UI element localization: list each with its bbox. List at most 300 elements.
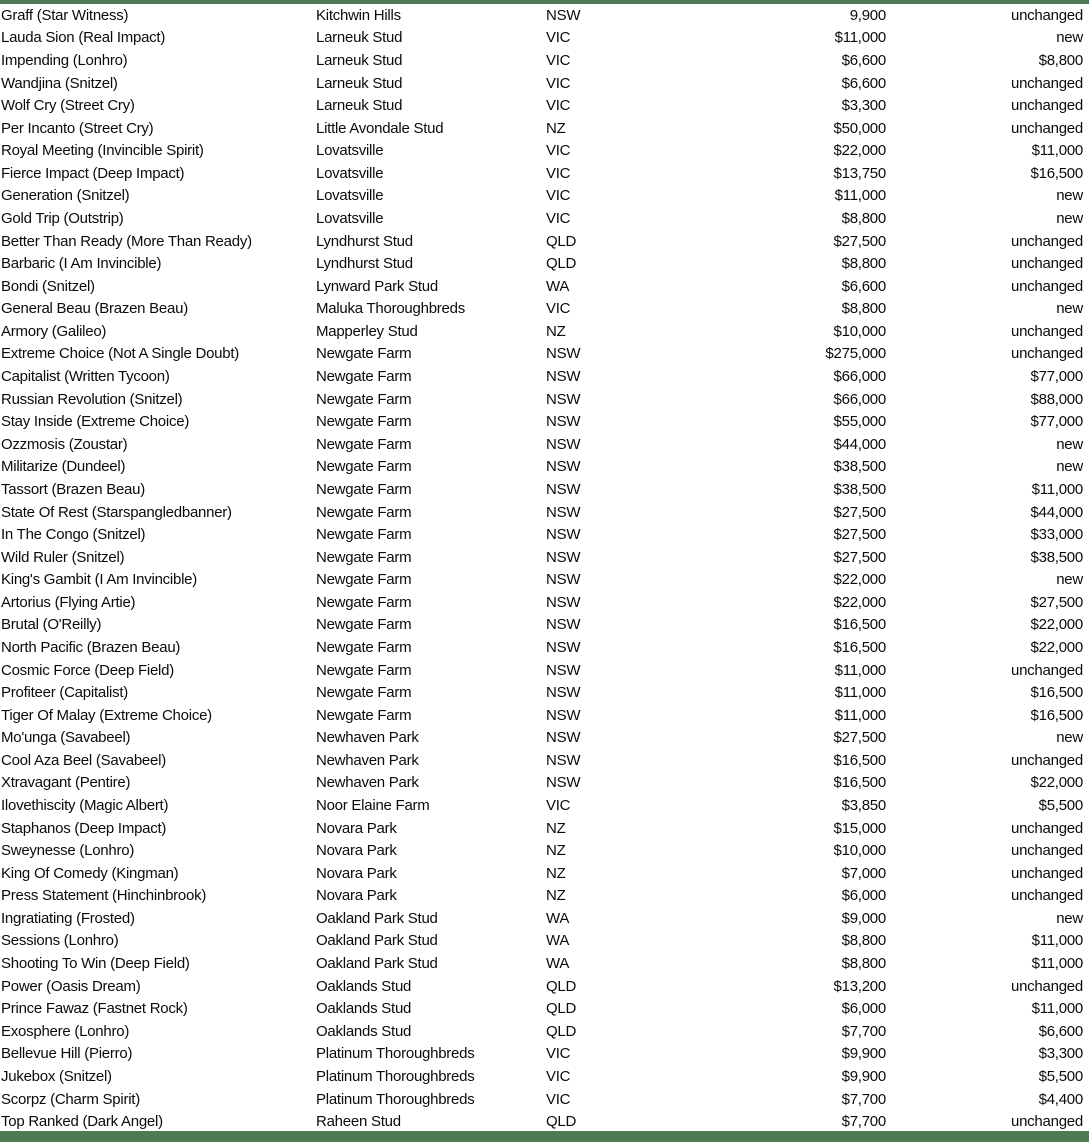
service-fee-value: $27,500 xyxy=(833,549,886,565)
stud-farm-name: Lovatsville xyxy=(316,165,384,181)
stallion-name: Wild Ruler (Snitzel) xyxy=(1,549,125,565)
stallion-name: Militarize (Dundeel) xyxy=(1,459,126,475)
fee-change-value: $88,000 xyxy=(1030,391,1083,407)
fee-change-value: $22,000 xyxy=(1030,639,1083,655)
stallion-name: North Pacific (Brazen Beau) xyxy=(1,639,181,655)
stud-farm-name: Larneuk Stud xyxy=(316,30,403,46)
stud-farm-name: Lovatsville xyxy=(316,143,384,159)
table-row xyxy=(0,410,1089,433)
stallion-name: Stay Inside (Extreme Choice) xyxy=(1,414,190,430)
fee-change-value: $11,000 xyxy=(1031,481,1083,497)
service-fee-value: $13,200 xyxy=(833,978,886,994)
table-row xyxy=(0,72,1089,95)
stud-farm-name: Mapperley Stud xyxy=(316,323,418,339)
service-fee-value: $9,000 xyxy=(841,910,886,926)
service-fee-value: $10,000 xyxy=(833,843,886,859)
stallion-name: Armory (Galileo) xyxy=(1,323,107,339)
state-label: NSW xyxy=(546,617,581,633)
table-row xyxy=(0,749,1089,772)
state-label: QLD xyxy=(546,1114,577,1130)
stallion-name: General Beau (Brazen Beau) xyxy=(1,301,188,317)
table-row xyxy=(0,252,1089,275)
fee-change-value: unchanged xyxy=(1011,256,1083,272)
fee-change-value: $11,000 xyxy=(1031,143,1083,159)
fee-change-value: $22,000 xyxy=(1030,617,1083,633)
state-label: WA xyxy=(546,278,570,294)
state-label: VIC xyxy=(546,143,571,159)
state-label: QLD xyxy=(546,1001,577,1017)
state-label: NSW xyxy=(546,639,581,655)
service-fee-value: $6,600 xyxy=(841,52,886,68)
state-label: NZ xyxy=(546,120,566,136)
state-label: NSW xyxy=(546,369,581,385)
stallion-name: Jukebox (Snitzel) xyxy=(1,1068,112,1084)
stud-farm-name: Oaklands Stud xyxy=(316,1001,412,1017)
fee-change-value: unchanged xyxy=(1011,233,1083,249)
stud-farm-name: Newgate Farm xyxy=(316,549,412,565)
fee-change-value: $77,000 xyxy=(1030,414,1083,430)
service-fee-value: $8,800 xyxy=(841,210,886,226)
table-row xyxy=(0,365,1089,388)
stud-farm-name: Newgate Farm xyxy=(316,391,412,407)
stud-farm-name: Kitchwin Hills xyxy=(316,7,401,23)
table-row xyxy=(0,523,1089,546)
fee-change-value: unchanged xyxy=(1011,820,1083,836)
state-label: NSW xyxy=(546,346,581,362)
table-row xyxy=(0,94,1089,117)
fee-change-value: $27,500 xyxy=(1030,594,1083,610)
fee-change-value: unchanged xyxy=(1011,888,1083,904)
stallion-name: Profiteer (Capitalist) xyxy=(1,685,129,701)
stallion-name: Capitalist (Written Tycoon) xyxy=(1,369,170,385)
service-fee-value: $10,000 xyxy=(833,323,886,339)
fee-change-value: $22,000 xyxy=(1030,775,1083,791)
stud-farm-name: Newgate Farm xyxy=(316,685,412,701)
state-label: NSW xyxy=(546,572,581,588)
service-fee-value: $8,800 xyxy=(841,956,886,972)
fee-change-value: unchanged xyxy=(1011,752,1083,768)
stud-farm-name: Platinum Thoroughbreds xyxy=(316,1068,475,1084)
table-row xyxy=(0,4,1089,27)
service-fee-value: $16,500 xyxy=(833,752,886,768)
fee-change-value: unchanged xyxy=(1011,120,1083,136)
service-fee-value: $55,000 xyxy=(833,414,886,430)
fee-change-value: unchanged xyxy=(1011,843,1083,859)
table-row xyxy=(0,817,1089,840)
state-label: VIC xyxy=(546,188,571,204)
table-row xyxy=(0,433,1089,456)
state-label: NSW xyxy=(546,775,581,791)
service-fee-value: $9,900 xyxy=(841,1068,886,1084)
stallion-name: Power (Oasis Dream) xyxy=(1,978,141,994)
stallion-name: Barbaric (I Am Invincible) xyxy=(1,256,162,272)
table-row xyxy=(0,1043,1089,1066)
service-fee-value: $66,000 xyxy=(833,391,886,407)
stallion-name: Sweynesse (Lonhro) xyxy=(1,843,135,859)
fee-change-value: $4,400 xyxy=(1038,1091,1083,1107)
stud-farm-name: Lyndhurst Stud xyxy=(316,256,413,272)
service-fee-value: $50,000 xyxy=(833,120,886,136)
stud-farm-name: Little Avondale Stud xyxy=(316,120,444,136)
stud-farm-name: Newhaven Park xyxy=(316,730,419,746)
stud-farm-name: Larneuk Stud xyxy=(316,52,403,68)
service-fee-value: $6,600 xyxy=(841,278,886,294)
stud-farm-name: Platinum Thoroughbreds xyxy=(316,1046,475,1062)
stallion-name: King's Gambit (I Am Invincible) xyxy=(1,572,198,588)
stallion-name: Scorpz (Charm Spirit) xyxy=(1,1091,140,1107)
stallion-name: Wandjina (Snitzel) xyxy=(1,75,118,91)
fee-change-value: unchanged xyxy=(1011,346,1083,362)
state-label: VIC xyxy=(546,301,571,317)
service-fee-value: $44,000 xyxy=(833,436,886,452)
fee-change-value: unchanged xyxy=(1011,7,1083,23)
state-label: QLD xyxy=(546,233,577,249)
stud-farm-name: Oakland Park Stud xyxy=(316,933,438,949)
fee-change-value: unchanged xyxy=(1011,978,1083,994)
table-row xyxy=(0,704,1089,727)
table-row xyxy=(0,230,1089,253)
fee-change-value: new xyxy=(1056,188,1083,204)
fee-change-value: $6,600 xyxy=(1038,1023,1083,1039)
stud-farm-name: Oakland Park Stud xyxy=(316,956,438,972)
table-row xyxy=(0,839,1089,862)
table-row xyxy=(0,1088,1089,1111)
bottom-divider-bar xyxy=(0,1131,1089,1142)
stud-farm-name: Newgate Farm xyxy=(316,346,412,362)
stallion-name: Ozzmosis (Zoustar) xyxy=(1,436,128,452)
stallion-name: Prince Fawaz (Fastnet Rock) xyxy=(1,1001,188,1017)
state-label: VIC xyxy=(546,210,571,226)
service-fee-value: $16,500 xyxy=(833,617,886,633)
stud-farm-name: Oakland Park Stud xyxy=(316,910,438,926)
fee-change-value: $11,000 xyxy=(1031,933,1083,949)
state-label: VIC xyxy=(546,798,571,814)
state-label: NZ xyxy=(546,843,566,859)
fee-change-value: new xyxy=(1056,30,1083,46)
stallion-name: Cosmic Force (Deep Field) xyxy=(1,662,174,678)
stallion-name: Top Ranked (Dark Angel) xyxy=(1,1114,163,1130)
stud-farm-name: Larneuk Stud xyxy=(316,98,403,114)
service-fee-value: $11,000 xyxy=(834,685,886,701)
table-row xyxy=(0,185,1089,208)
stud-farm-name: Novara Park xyxy=(316,865,397,881)
stud-farm-name: Novara Park xyxy=(316,888,397,904)
service-fee-value: $275,000 xyxy=(825,346,886,362)
service-fee-value: $6,600 xyxy=(841,75,886,91)
stallion-name: Wolf Cry (Street Cry) xyxy=(1,98,135,114)
stallion-name: Royal Meeting (Invincible Spirit) xyxy=(1,143,204,159)
stud-farm-name: Newgate Farm xyxy=(316,459,412,475)
stallion-name: In The Congo (Snitzel) xyxy=(1,527,146,543)
stud-farm-name: Platinum Thoroughbreds xyxy=(316,1091,475,1107)
state-label: NSW xyxy=(546,414,581,430)
state-label: NSW xyxy=(546,391,581,407)
service-fee-value: $7,700 xyxy=(841,1023,886,1039)
stallion-name: Cool Aza Beel (Savabeel) xyxy=(1,752,166,768)
service-fee-value: $11,000 xyxy=(834,662,886,678)
service-fee-value: $27,500 xyxy=(833,527,886,543)
state-label: NSW xyxy=(546,481,581,497)
fee-change-value: unchanged xyxy=(1011,323,1083,339)
table-row xyxy=(0,275,1089,298)
state-label: QLD xyxy=(546,256,577,272)
fee-change-value: $77,000 xyxy=(1030,369,1083,385)
fee-change-value: new xyxy=(1056,436,1083,452)
state-label: VIC xyxy=(546,1046,571,1062)
stallion-name: Fierce Impact (Deep Impact) xyxy=(1,165,185,181)
state-label: NSW xyxy=(546,7,581,23)
stallion-name: Tassort (Brazen Beau) xyxy=(1,481,145,497)
fee-change-value: $38,500 xyxy=(1030,549,1083,565)
table-row xyxy=(0,885,1089,908)
stud-farm-name: Newgate Farm xyxy=(316,594,412,610)
stallion-name: King Of Comedy (Kingman) xyxy=(1,865,179,881)
table-row xyxy=(0,117,1089,140)
table-row xyxy=(0,343,1089,366)
state-label: NSW xyxy=(546,730,581,746)
stud-farm-name: Lovatsville xyxy=(316,210,384,226)
stud-farm-name: Newgate Farm xyxy=(316,414,412,430)
state-label: WA xyxy=(546,956,570,972)
fee-change-value: unchanged xyxy=(1011,278,1083,294)
fee-change-value: new xyxy=(1056,301,1083,317)
stallion-name: Shooting To Win (Deep Field) xyxy=(1,956,190,972)
state-label: VIC xyxy=(546,98,571,114)
stallion-name: Graff (Star Witness) xyxy=(1,7,129,23)
stallion-name: Better Than Ready (More Than Ready) xyxy=(1,233,252,249)
table-row xyxy=(0,794,1089,817)
table-row xyxy=(0,772,1089,795)
stallion-name: Russian Revolution (Snitzel) xyxy=(1,391,183,407)
fee-change-value: new xyxy=(1056,730,1083,746)
service-fee-value: $11,000 xyxy=(834,30,886,46)
fee-change-value: unchanged xyxy=(1011,1114,1083,1130)
service-fee-value: $22,000 xyxy=(833,572,886,588)
table-row xyxy=(0,907,1089,930)
table-row xyxy=(0,546,1089,569)
fee-change-value: $44,000 xyxy=(1030,504,1083,520)
fee-change-value: $8,800 xyxy=(1038,52,1083,68)
state-label: VIC xyxy=(546,1068,571,1084)
service-fee-value: $13,750 xyxy=(833,165,886,181)
service-fee-value: $6,000 xyxy=(841,1001,886,1017)
table-row xyxy=(0,997,1089,1020)
table-row xyxy=(0,930,1089,953)
stud-farm-name: Newgate Farm xyxy=(316,617,412,633)
state-label: NSW xyxy=(546,549,581,565)
service-fee-value: $8,800 xyxy=(841,301,886,317)
stud-farm-name: Newgate Farm xyxy=(316,527,412,543)
state-label: VIC xyxy=(546,1091,571,1107)
table-row xyxy=(0,1020,1089,1043)
state-label: NSW xyxy=(546,752,581,768)
stallion-name: State Of Rest (Starspangledbanner) xyxy=(1,504,232,520)
table-row xyxy=(0,1065,1089,1088)
stud-farm-name: Oaklands Stud xyxy=(316,978,412,994)
stud-farm-name: Newgate Farm xyxy=(316,572,412,588)
fee-change-value: $11,000 xyxy=(1031,956,1083,972)
state-label: VIC xyxy=(546,165,571,181)
table-row xyxy=(0,162,1089,185)
stud-farm-name: Newgate Farm xyxy=(316,662,412,678)
state-label: VIC xyxy=(546,30,571,46)
stallion-name: Lauda Sion (Real Impact) xyxy=(1,30,166,46)
fee-change-value: $3,300 xyxy=(1038,1046,1083,1062)
service-fee-value: $7,000 xyxy=(841,865,886,881)
state-label: QLD xyxy=(546,1023,577,1039)
table-row xyxy=(0,139,1089,162)
service-fee-value: $11,000 xyxy=(834,707,886,723)
stud-farm-name: Lyndhurst Stud xyxy=(316,233,413,249)
state-label: VIC xyxy=(546,52,571,68)
fee-change-value: new xyxy=(1056,910,1083,926)
stud-farm-name: Newgate Farm xyxy=(316,504,412,520)
stallion-name: Extreme Choice (Not A Single Doubt) xyxy=(1,346,240,362)
table-row xyxy=(0,320,1089,343)
fee-change-value: unchanged xyxy=(1011,865,1083,881)
stallion-name: Sessions (Lonhro) xyxy=(1,933,119,949)
state-label: VIC xyxy=(546,75,571,91)
stallion-name: Exosphere (Lonhro) xyxy=(1,1023,130,1039)
state-label: NSW xyxy=(546,662,581,678)
stallion-name: Mo'unga (Savabeel) xyxy=(1,730,131,746)
table-row xyxy=(0,591,1089,614)
table-row xyxy=(0,636,1089,659)
table-row xyxy=(0,614,1089,637)
state-label: NSW xyxy=(546,685,581,701)
state-label: NZ xyxy=(546,865,566,881)
stud-farm-name: Newgate Farm xyxy=(316,481,412,497)
stallion-name: Tiger Of Malay (Extreme Choice) xyxy=(1,707,212,723)
fee-change-value: $16,500 xyxy=(1030,707,1083,723)
stallion-name: Per Incanto (Street Cry) xyxy=(1,120,154,136)
state-label: QLD xyxy=(546,978,577,994)
stallion-name: Staphanos (Deep Impact) xyxy=(1,820,167,836)
stud-farm-name: Newgate Farm xyxy=(316,369,412,385)
table-row xyxy=(0,478,1089,501)
table-row xyxy=(0,27,1089,50)
fee-change-value: $33,000 xyxy=(1030,527,1083,543)
stallion-name: Artorius (Flying Artie) xyxy=(1,594,136,610)
table-row xyxy=(0,1110,1089,1133)
stallion-name: Ingratiating (Frosted) xyxy=(1,910,135,926)
service-fee-value: $38,500 xyxy=(833,481,886,497)
state-label: NSW xyxy=(546,459,581,475)
service-fee-value: $9,900 xyxy=(841,1046,886,1062)
stud-farm-name: Oaklands Stud xyxy=(316,1023,412,1039)
fee-change-value: $16,500 xyxy=(1030,685,1083,701)
stallion-name: Press Statement (Hinchinbrook) xyxy=(1,888,207,904)
service-fee-value: $8,800 xyxy=(841,256,886,272)
stud-farm-name: Noor Elaine Farm xyxy=(316,798,430,814)
state-label: WA xyxy=(546,933,570,949)
stallion-name: Bellevue Hill (Pierro) xyxy=(1,1046,133,1062)
stallion-name: Gold Trip (Outstrip) xyxy=(1,210,124,226)
service-fee-value: $6,000 xyxy=(841,888,886,904)
service-fee-value: $27,500 xyxy=(833,730,886,746)
service-fee-value: $7,700 xyxy=(841,1114,886,1130)
fee-change-value: unchanged xyxy=(1011,662,1083,678)
stallion-name: Ilovethiscity (Magic Albert) xyxy=(1,798,169,814)
fee-change-value: new xyxy=(1056,572,1083,588)
stud-farm-name: Newgate Farm xyxy=(316,639,412,655)
service-fee-value: $16,500 xyxy=(833,775,886,791)
stallion-name: Xtravagant (Pentire) xyxy=(1,775,131,791)
service-fee-value: $8,800 xyxy=(841,933,886,949)
stallion-name: Bondi (Snitzel) xyxy=(1,278,95,294)
service-fee-value: $7,700 xyxy=(841,1091,886,1107)
fee-change-value: $5,500 xyxy=(1038,1068,1083,1084)
state-label: NSW xyxy=(546,527,581,543)
stud-farm-name: Maluka Thoroughbreds xyxy=(316,301,465,317)
table-row xyxy=(0,975,1089,998)
state-label: NSW xyxy=(546,594,581,610)
state-label: NZ xyxy=(546,820,566,836)
fee-change-value: unchanged xyxy=(1011,75,1083,91)
stallion-name: Impending (Lonhro) xyxy=(1,52,128,68)
service-fee-value: $27,500 xyxy=(833,233,886,249)
stud-farm-name: Raheen Stud xyxy=(316,1114,401,1130)
stallion-name: Generation (Snitzel) xyxy=(1,188,130,204)
state-label: NZ xyxy=(546,323,566,339)
service-fee-value: $15,000 xyxy=(833,820,886,836)
state-label: NSW xyxy=(546,436,581,452)
stud-farm-name: Larneuk Stud xyxy=(316,75,403,91)
service-fee-value: $11,000 xyxy=(834,188,886,204)
table-row xyxy=(0,862,1089,885)
state-label: NZ xyxy=(546,888,566,904)
service-fee-value: $16,500 xyxy=(833,639,886,655)
table-row xyxy=(0,456,1089,479)
fee-change-value: new xyxy=(1056,210,1083,226)
service-fee-value: $3,300 xyxy=(841,98,886,114)
stud-farm-name: Novara Park xyxy=(316,843,397,859)
table-row xyxy=(0,952,1089,975)
stud-fee-table xyxy=(0,4,1089,1133)
table-row xyxy=(0,298,1089,321)
stud-farm-name: Lynward Park Stud xyxy=(316,278,438,294)
table-row xyxy=(0,49,1089,72)
table-row xyxy=(0,681,1089,704)
fee-change-value: $16,500 xyxy=(1030,165,1083,181)
fee-change-value: $11,000 xyxy=(1031,1001,1083,1017)
fee-change-value: unchanged xyxy=(1011,98,1083,114)
service-fee-value: 9,900 xyxy=(849,7,886,23)
stud-farm-name: Lovatsville xyxy=(316,188,384,204)
stud-farm-name: Newgate Farm xyxy=(316,707,412,723)
stud-farm-name: Newhaven Park xyxy=(316,752,419,768)
service-fee-value: $27,500 xyxy=(833,504,886,520)
service-fee-value: $22,000 xyxy=(833,594,886,610)
service-fee-value: $66,000 xyxy=(833,369,886,385)
table-row xyxy=(0,501,1089,524)
table-row xyxy=(0,659,1089,682)
table-row xyxy=(0,388,1089,411)
stud-farm-name: Newgate Farm xyxy=(316,436,412,452)
state-label: NSW xyxy=(546,707,581,723)
table-row xyxy=(0,568,1089,591)
stallion-name: Brutal (O'Reilly) xyxy=(1,617,102,633)
service-fee-value: $22,000 xyxy=(833,143,886,159)
fee-change-value: new xyxy=(1056,459,1083,475)
service-fee-value: $3,850 xyxy=(841,798,886,814)
stud-farm-name: Novara Park xyxy=(316,820,397,836)
service-fee-value: $38,500 xyxy=(833,459,886,475)
state-label: WA xyxy=(546,910,570,926)
state-label: NSW xyxy=(546,504,581,520)
stud-farm-name: Newhaven Park xyxy=(316,775,419,791)
fee-change-value: $5,500 xyxy=(1038,798,1083,814)
